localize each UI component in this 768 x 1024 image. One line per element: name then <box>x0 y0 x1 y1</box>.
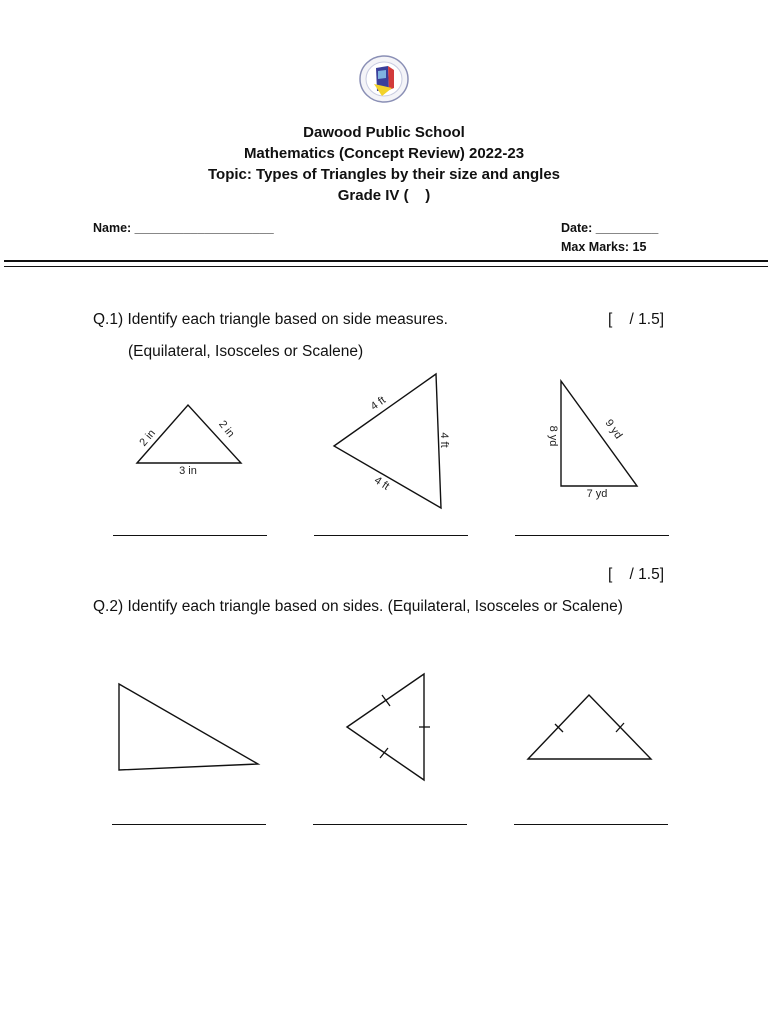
q1-options: (Equilateral, Isosceles or Scalene) <box>128 343 364 360</box>
q2-t3-tick-1 <box>555 724 563 732</box>
q1-t2-bottom-label: 4 ft <box>371 474 392 493</box>
q2-t2-tick-2 <box>380 748 388 758</box>
q2-triangle-1 <box>119 684 258 770</box>
grade-label: Grade IV ( ) <box>337 187 431 204</box>
q1-answer-line-3[interactable] <box>515 535 669 536</box>
q1-triangle-2 <box>334 374 450 508</box>
school-logo <box>358 54 410 104</box>
q2-marks: [ / 1.5] <box>608 566 664 583</box>
q1-t1-left-label: 2 in <box>137 427 159 449</box>
topic-title: Topic: Types of Triangles by their size and angles <box>207 166 561 183</box>
q2-answer-line-3[interactable] <box>514 824 668 825</box>
q1-t3-hyp-label: 9 yd <box>602 417 625 442</box>
q2-t2-tick-1 <box>382 695 390 706</box>
subject-title: Mathematics (Concept Review) 2022-23 <box>243 145 525 162</box>
q2-answer-line-2[interactable] <box>313 824 467 825</box>
q1-figures <box>0 360 768 550</box>
q1-marks: [ / 1.5] <box>608 311 664 328</box>
school-name: Dawood Public School <box>303 124 465 141</box>
header-divider-thick <box>4 260 768 262</box>
q2-triangle-3 <box>528 695 651 759</box>
max-marks: Max Marks: 15 <box>561 240 647 254</box>
q1-answer-line-1[interactable] <box>113 535 267 536</box>
name-field[interactable]: Name: ____________________ <box>93 221 274 235</box>
q1-triangle-3 <box>547 381 637 500</box>
header-divider-thin <box>4 266 768 267</box>
q1-t2-right-label: 4 ft <box>438 432 450 448</box>
q2-question: Q.2) Identify each triangle based on sides. (Equilateral, Isosceles or Scalene) <box>93 598 623 615</box>
date-field[interactable]: Date: _________ <box>561 221 659 235</box>
q1-t1-base-label: 3 in <box>179 465 197 477</box>
q1-question: Q.1) Identify each triangle based on side measures. <box>93 311 448 328</box>
q1-t1-right-label: 2 in <box>216 418 237 440</box>
q1-t3-left-label: 8 yd <box>547 425 559 447</box>
q2-answer-line-1[interactable] <box>112 824 266 825</box>
q1-triangle-1 <box>137 405 241 477</box>
q1-t3-base-label: 7 yd <box>586 488 608 500</box>
q1-answer-line-2[interactable] <box>314 535 468 536</box>
q2-figures <box>0 660 768 790</box>
q2-triangle-2 <box>347 674 430 780</box>
q1-t2-top-label: 4 ft <box>368 394 388 413</box>
